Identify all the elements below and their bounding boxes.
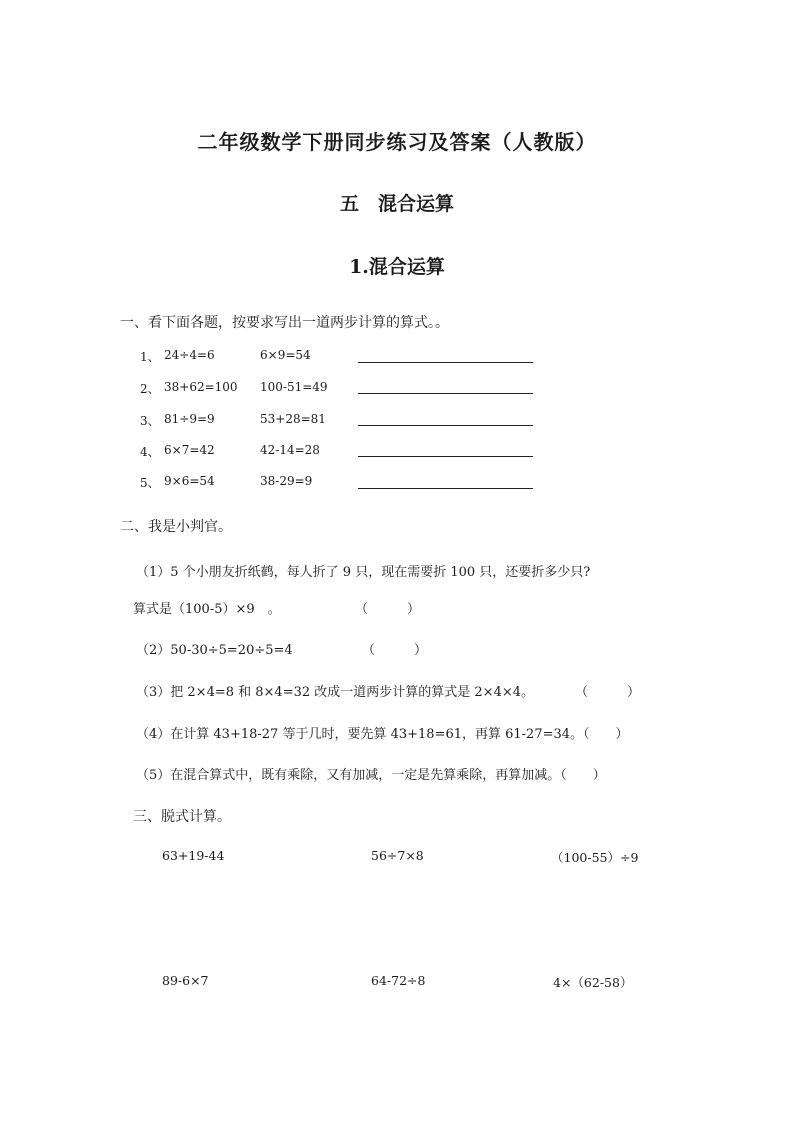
answer-line[interactable] — [358, 425, 533, 426]
equation-a: 9×6=54 — [164, 474, 215, 488]
lesson-title: 1.混合运算 — [349, 256, 445, 278]
equation-a: 81÷9=9 — [164, 412, 215, 426]
judge-question-5: （5）在混合算式中，既有乘除，又有加减，一定是先算乘除，再算加减。（ ） — [136, 768, 606, 783]
judge-question-2: （2）50-30÷5=20÷5=4 — [136, 643, 293, 658]
answer-line[interactable] — [358, 393, 533, 394]
document-title: 二年级数学下册同步练习及答案（人教版） — [197, 130, 597, 154]
section-3-heading: 三、脱式计算。 — [133, 809, 231, 825]
equation-a: 6×7=42 — [164, 443, 215, 457]
equation-b: 100-51=49 — [260, 380, 328, 394]
equation-b: 42-14=28 — [260, 443, 320, 457]
calc-problem: 4×（62-58） — [553, 975, 633, 990]
judge-question-3: （3）把 2×4=8 和 8×4=32 改成一道两步计算的算式是 2×4×4。 — [136, 685, 534, 700]
equation-b: 6×9=54 — [260, 348, 311, 362]
calc-problem: 56÷7×8 — [371, 848, 424, 863]
equation-b: 38-29=9 — [260, 474, 313, 488]
judge-answer-box-1[interactable]: （ ） — [355, 602, 421, 617]
calc-problem: 89-6×7 — [162, 973, 209, 988]
equation-b: 53+28=81 — [260, 412, 326, 426]
answer-line[interactable] — [358, 488, 533, 489]
judge-question-1: （1）5 个小朋友折纸鹤，每人折了 9 只，现在需要折 100 只，还要折多少只? — [136, 565, 591, 580]
equation-a: 38+62=100 — [164, 380, 238, 394]
calc-problem: 64-72÷8 — [371, 973, 426, 988]
judge-question-4: （4）在计算 43+18-27 等于几时，要先算 43+18=61，再算 61-27=34。（ ） — [136, 727, 629, 742]
answer-line[interactable] — [358, 362, 533, 363]
item-number: 4、 — [140, 445, 160, 459]
item-number: 2、 — [140, 382, 160, 396]
judge-question-1-formula: 算式是（100-5）×9 。 — [133, 602, 281, 617]
judge-answer-box-3[interactable]: （ ） — [575, 685, 641, 700]
judge-answer-box-2[interactable]: （ ） — [362, 643, 428, 658]
section-1-heading: 一、看下面各题，按要求写出一道两步计算的算式。。 — [120, 315, 449, 331]
equation-a: 24÷4=6 — [164, 348, 215, 362]
item-number: 5、 — [140, 476, 160, 490]
answer-line[interactable] — [358, 456, 533, 457]
item-number: 1、 — [140, 350, 160, 364]
calc-problem: （100-55）÷9 — [551, 850, 639, 865]
unit-title: 五 混合运算 — [339, 193, 454, 215]
section-2-heading: 二、我是小判官。 — [120, 519, 232, 535]
calc-problem: 63+19-44 — [162, 848, 225, 863]
item-number: 3、 — [140, 414, 160, 428]
